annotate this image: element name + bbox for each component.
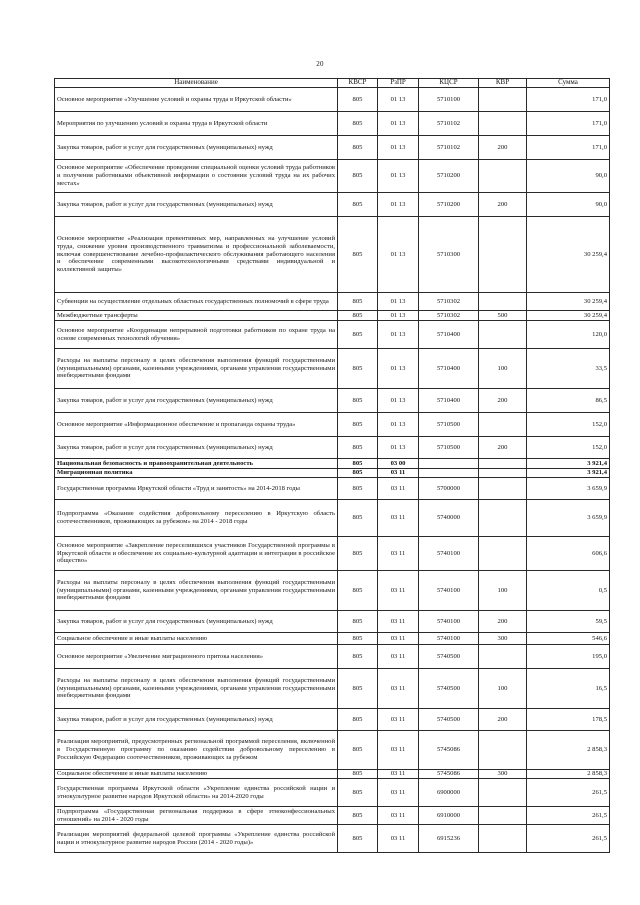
cell-kvr — [479, 537, 527, 571]
table-row — [55, 645, 610, 669]
cell-name: Закупка товаров, работ и услуг для государственных (муниципальных) нужд — [55, 437, 338, 459]
cell-sum: 2 858,3 — [527, 770, 610, 779]
table-row — [55, 437, 610, 459]
cell-kcsr: 5710400 — [419, 389, 479, 413]
cell-kvsr: 805 — [338, 193, 378, 217]
table-row — [55, 217, 610, 293]
cell-sum: 90,0 — [527, 160, 610, 193]
cell-sum: 3 659,9 — [527, 500, 610, 537]
cell-sum: 195,0 — [527, 645, 610, 669]
cell-sum: 546,6 — [527, 633, 610, 645]
table-row — [55, 136, 610, 160]
table-row — [55, 633, 610, 645]
cell-kvsr: 805 — [338, 160, 378, 193]
cell-kcsr — [419, 469, 479, 478]
table-row — [55, 779, 610, 807]
cell-rzpr: 01 13 — [378, 321, 419, 349]
cell-rzpr: 01 13 — [378, 217, 419, 293]
cell-kvsr: 805 — [338, 112, 378, 136]
cell-kcsr: 5710400 — [419, 321, 479, 349]
cell-kvr: 200 — [479, 709, 527, 731]
cell-kcsr: 6915236 — [419, 825, 479, 853]
cell-kvsr: 805 — [338, 217, 378, 293]
cell-name: Реализация мероприятий, предусмотренных региональной программой переселения, включенной в Государственную программу по оказанию содействия добровольному переселению в Российскую Федерацию соотечественников, проживающих за рубежом — [55, 731, 338, 770]
cell-rzpr: 01 13 — [378, 136, 419, 160]
cell-rzpr: 03 11 — [378, 571, 419, 611]
cell-sum: 171,0 — [527, 88, 610, 112]
cell-kvsr: 805 — [338, 389, 378, 413]
cell-sum: 171,0 — [527, 112, 610, 136]
cell-kvsr: 805 — [338, 779, 378, 807]
cell-kvsr: 805 — [338, 571, 378, 611]
cell-kcsr: 5710100 — [419, 88, 479, 112]
cell-kcsr: 5710500 — [419, 437, 479, 459]
cell-sum: 152,0 — [527, 413, 610, 437]
cell-kvsr: 805 — [338, 611, 378, 633]
cell-kcsr: 5740100 — [419, 633, 479, 645]
cell-kcsr: 5710300 — [419, 217, 479, 293]
table-row — [55, 389, 610, 413]
cell-kvsr: 805 — [338, 807, 378, 825]
cell-kcsr: 5700000 — [419, 478, 479, 500]
cell-name: Расходы на выплаты персоналу в целях обеспечения выполнения функций государственными (муниципальными) органами, казенными учреждениями, органами управления государственными внебюджетными фондами — [55, 571, 338, 611]
cell-kcsr: 5710400 — [419, 349, 479, 389]
cell-kvsr: 805 — [338, 469, 378, 478]
table-row — [55, 770, 610, 779]
cell-name: Реализация мероприятий федеральной целевой программы «Укрепление единства российской нации и этнокультурное развитие народов России (2014 - 2020 годы)» — [55, 825, 338, 853]
cell-rzpr: 03 11 — [378, 779, 419, 807]
cell-sum: 120,0 — [527, 321, 610, 349]
cell-sum: 30 259,4 — [527, 217, 610, 293]
cell-kvr — [479, 645, 527, 669]
cell-kvsr: 805 — [338, 88, 378, 112]
table-row — [55, 293, 610, 311]
cell-kcsr: 5710500 — [419, 413, 479, 437]
cell-rzpr: 01 13 — [378, 349, 419, 389]
cell-kvr — [479, 779, 527, 807]
table-row — [55, 112, 610, 136]
cell-name: Субвенции на осуществление отдельных областных государственных полномочий в сфере труда — [55, 293, 338, 311]
cell-kvr: 100 — [479, 349, 527, 389]
cell-sum: 0,5 — [527, 571, 610, 611]
table-row — [55, 669, 610, 709]
cell-kvr — [479, 478, 527, 500]
table-row — [55, 193, 610, 217]
table-row — [55, 537, 610, 571]
table-row — [55, 413, 610, 437]
cell-sum: 261,5 — [527, 807, 610, 825]
cell-sum: 30 259,4 — [527, 293, 610, 311]
cell-kcsr: 5710302 — [419, 293, 479, 311]
cell-kvr: 500 — [479, 311, 527, 321]
cell-rzpr: 03 11 — [378, 611, 419, 633]
cell-sum: 3 659,9 — [527, 478, 610, 500]
cell-rzpr: 01 13 — [378, 193, 419, 217]
cell-kvsr: 805 — [338, 645, 378, 669]
cell-sum: 261,5 — [527, 779, 610, 807]
cell-kvr: 200 — [479, 611, 527, 633]
cell-kvsr: 805 — [338, 311, 378, 321]
cell-rzpr: 03 11 — [378, 500, 419, 537]
cell-sum: 178,5 — [527, 709, 610, 731]
cell-rzpr: 03 11 — [378, 469, 419, 478]
cell-name: Закупка товаров, работ и услуг для государственных (муниципальных) нужд — [55, 136, 338, 160]
cell-name: Закупка товаров, работ и услуг для государственных (муниципальных) нужд — [55, 193, 338, 217]
cell-rzpr: 01 13 — [378, 311, 419, 321]
cell-kvsr: 805 — [338, 709, 378, 731]
cell-rzpr: 01 13 — [378, 112, 419, 136]
header-kcsr: КЦСР — [419, 79, 479, 88]
header-rzpr: РзПР — [378, 79, 419, 88]
table-row — [55, 311, 610, 321]
cell-kvr — [479, 321, 527, 349]
cell-name: Закупка товаров, работ и услуг для государственных (муниципальных) нужд — [55, 709, 338, 731]
cell-kvsr: 805 — [338, 478, 378, 500]
cell-sum: 30 259,4 — [527, 311, 610, 321]
header-kvr: КВР — [479, 79, 527, 88]
cell-kcsr: 6900000 — [419, 779, 479, 807]
page-number: 20 — [316, 60, 324, 68]
budget-table — [54, 78, 610, 853]
cell-kvr: 200 — [479, 389, 527, 413]
cell-name: Основное мероприятие «Реализация превентивных мер, направленных на улучшение условий труда, снижение уровня производственного травматизма и профессиональной заболеваемости, включая совершенствование лечебно-профилактического обслуживания работающего населения и обеспечение современными высокотехнологичными средствами индивидуальной и коллективной защиты» — [55, 217, 338, 293]
cell-sum: 3 921,4 — [527, 459, 610, 469]
cell-name: Национальная безопасность и правоохранительная деятельность — [55, 459, 338, 469]
cell-rzpr: 03 11 — [378, 633, 419, 645]
cell-kvsr: 805 — [338, 770, 378, 779]
cell-name: Социальное обеспечение и иные выплаты населению — [55, 633, 338, 645]
table-row — [55, 807, 610, 825]
cell-name: Основное мероприятие «Закрепление переселившихся участников Государственной программы в Иркутской области и обеспечение их социально-культурной адаптации и интеграции в российское общество» — [55, 537, 338, 571]
header-sum: Сумма — [527, 79, 610, 88]
cell-rzpr: 01 13 — [378, 293, 419, 311]
table-body — [55, 88, 610, 853]
cell-kvr — [479, 807, 527, 825]
cell-kvr — [479, 459, 527, 469]
cell-rzpr: 03 11 — [378, 731, 419, 770]
cell-kvr — [479, 160, 527, 193]
cell-rzpr: 03 11 — [378, 807, 419, 825]
cell-rzpr: 03 11 — [378, 770, 419, 779]
cell-name: Основное мероприятие «Увеличение миграционного притока населения» — [55, 645, 338, 669]
cell-name: Межбюджетные трансферты — [55, 311, 338, 321]
cell-kvsr: 805 — [338, 136, 378, 160]
cell-kvr — [479, 217, 527, 293]
table-row — [55, 160, 610, 193]
cell-kvsr: 805 — [338, 669, 378, 709]
cell-kvr — [479, 469, 527, 478]
cell-kcsr: 5710102 — [419, 136, 479, 160]
cell-kvr: 200 — [479, 136, 527, 160]
cell-kvr: 200 — [479, 193, 527, 217]
cell-kvsr: 805 — [338, 500, 378, 537]
cell-name: Расходы на выплаты персоналу в целях обеспечения выполнения функций государственными (муниципальными) органами, казенными учреждениями, органами управления государственными внебюджетными фондами — [55, 669, 338, 709]
cell-kvsr: 805 — [338, 321, 378, 349]
cell-kcsr: 5740100 — [419, 537, 479, 571]
cell-sum: 606,6 — [527, 537, 610, 571]
cell-kvsr: 805 — [338, 459, 378, 469]
cell-kcsr — [419, 459, 479, 469]
cell-kcsr: 5740500 — [419, 645, 479, 669]
table-row — [55, 611, 610, 633]
cell-kvsr: 805 — [338, 349, 378, 389]
table-row — [55, 88, 610, 112]
cell-sum: 16,5 — [527, 669, 610, 709]
cell-rzpr: 01 13 — [378, 413, 419, 437]
cell-kvsr: 805 — [338, 413, 378, 437]
cell-name: Расходы на выплаты персоналу в целях обеспечения выполнения функций государственными (муниципальными) органами, казенными учреждениями, органами управления государственными внебюджетными фондами — [55, 349, 338, 389]
table-row — [55, 469, 610, 478]
cell-rzpr: 01 13 — [378, 389, 419, 413]
cell-kcsr: 5740500 — [419, 709, 479, 731]
cell-kvr — [479, 413, 527, 437]
cell-name: Миграционная политика — [55, 469, 338, 478]
cell-sum: 152,0 — [527, 437, 610, 459]
cell-sum: 261,5 — [527, 825, 610, 853]
cell-sum: 171,0 — [527, 136, 610, 160]
cell-kvr — [479, 825, 527, 853]
cell-sum: 90,0 — [527, 193, 610, 217]
cell-name: Государственная программа Иркутской области «Укрепление единства российской нации и этнокультурное развитие народов Иркутской области» на 2014-2020 годы — [55, 779, 338, 807]
cell-rzpr: 01 13 — [378, 160, 419, 193]
cell-rzpr: 03 11 — [378, 825, 419, 853]
cell-kcsr: 5740100 — [419, 611, 479, 633]
cell-rzpr: 01 13 — [378, 437, 419, 459]
cell-kcsr: 5710102 — [419, 112, 479, 136]
cell-kvr: 300 — [479, 633, 527, 645]
cell-name: Основное мероприятие «Информационное обеспечение и пропаганда охраны труда» — [55, 413, 338, 437]
cell-kvsr: 805 — [338, 437, 378, 459]
cell-name: Подпрограмма «Оказание содействия добровольному переселению в Иркутскую область соотечественников, проживающих за рубежом» на 2014 - 2018 годы — [55, 500, 338, 537]
cell-rzpr: 03 11 — [378, 537, 419, 571]
cell-name: Основное мероприятие «Улучшение условий и охраны труда в Иркутской области» — [55, 88, 338, 112]
cell-sum: 2 858,3 — [527, 731, 610, 770]
cell-kcsr: 5740100 — [419, 571, 479, 611]
cell-kvsr: 805 — [338, 633, 378, 645]
cell-sum: 3 921,4 — [527, 469, 610, 478]
cell-rzpr: 03 11 — [378, 669, 419, 709]
cell-rzpr: 03 11 — [378, 645, 419, 669]
cell-kvsr: 805 — [338, 537, 378, 571]
cell-name: Основное мероприятие «Обеспечение проведения специальной оценки условий труда работников и получения работниками объективной информации о состоянии условий труда на их рабочих местах» — [55, 160, 338, 193]
cell-kvr — [479, 293, 527, 311]
cell-kcsr: 5710200 — [419, 193, 479, 217]
cell-sum: 33,5 — [527, 349, 610, 389]
table-row — [55, 500, 610, 537]
table-row — [55, 571, 610, 611]
cell-kvr: 100 — [479, 669, 527, 709]
cell-name: Закупка товаров, работ и услуг для государственных (муниципальных) нужд — [55, 389, 338, 413]
cell-kvsr: 805 — [338, 293, 378, 311]
cell-kcsr: 5710302 — [419, 311, 479, 321]
cell-kvr — [479, 112, 527, 136]
cell-name: Социальное обеспечение и иные выплаты населению — [55, 770, 338, 779]
cell-kcsr: 6910000 — [419, 807, 479, 825]
cell-kvsr: 805 — [338, 731, 378, 770]
cell-rzpr: 03 11 — [378, 709, 419, 731]
cell-kvr: 200 — [479, 437, 527, 459]
cell-rzpr: 03 00 — [378, 459, 419, 469]
cell-name: Подпрограмма «Государственная региональная поддержка в сфере этноконфессиональных отношений» на 2014 - 2020 годы — [55, 807, 338, 825]
cell-kcsr: 5740500 — [419, 669, 479, 709]
table-row — [55, 459, 610, 469]
cell-kvsr: 805 — [338, 825, 378, 853]
table-row — [55, 478, 610, 500]
cell-kcsr: 5745086 — [419, 770, 479, 779]
header-kvsr: КВСР — [338, 79, 378, 88]
table-row — [55, 731, 610, 770]
header-name: Наименование — [55, 79, 338, 88]
table-row — [55, 709, 610, 731]
cell-rzpr: 03 11 — [378, 478, 419, 500]
table-header-row — [55, 79, 610, 88]
cell-kcsr: 5710200 — [419, 160, 479, 193]
cell-name: Мероприятия по улучшению условий и охраны труда в Иркутской области — [55, 112, 338, 136]
cell-rzpr: 01 13 — [378, 88, 419, 112]
table-row — [55, 349, 610, 389]
cell-kcsr: 5745086 — [419, 731, 479, 770]
cell-name: Основное мероприятие «Координация непрерывной подготовки работников по охране труда на основе современных технологий обучения» — [55, 321, 338, 349]
cell-sum: 59,5 — [527, 611, 610, 633]
cell-sum: 86,5 — [527, 389, 610, 413]
cell-kvr — [479, 731, 527, 770]
cell-kcsr: 5740000 — [419, 500, 479, 537]
cell-name: Государственная программа Иркутской области «Труд и занятость» на 2014-2018 годы — [55, 478, 338, 500]
cell-name: Закупка товаров, работ и услуг для государственных (муниципальных) нужд — [55, 611, 338, 633]
cell-kvr — [479, 88, 527, 112]
cell-kvr: 100 — [479, 571, 527, 611]
cell-kvr — [479, 500, 527, 537]
cell-kvr: 300 — [479, 770, 527, 779]
table-row — [55, 321, 610, 349]
table-row — [55, 825, 610, 853]
